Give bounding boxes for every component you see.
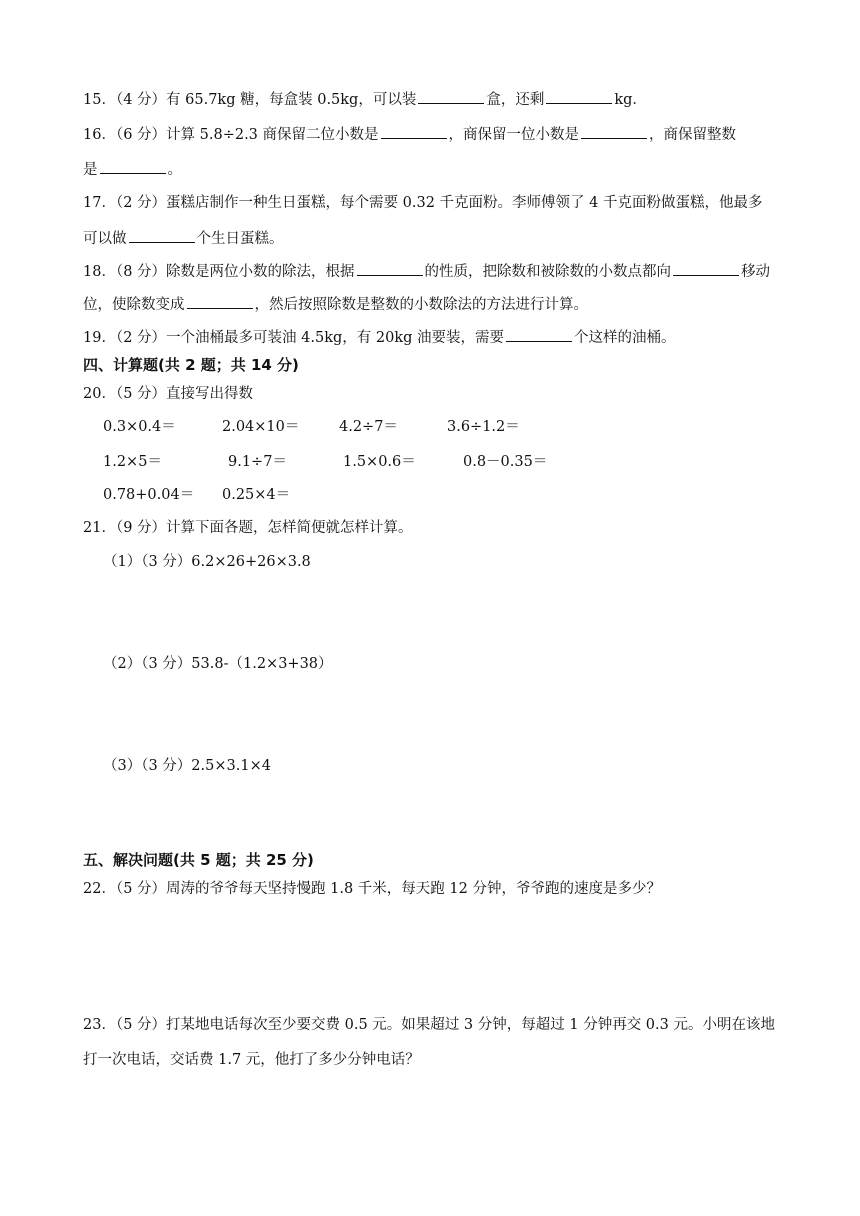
q16-text-d: 是	[83, 162, 98, 178]
question-19	[83, 327, 676, 348]
q17-text-a: 17．（2 分）蛋糕店制作一种生日蛋糕，每个需要 0.32 千克面粉。李师傅领了 4 千克面粉做蛋糕，他最多	[83, 195, 763, 211]
section-heading-4: 四、计算题(共 2 题；共 14 分)	[83, 356, 299, 374]
q20-expr: 2.04×10＝	[222, 419, 300, 435]
answer-space[interactable]	[83, 905, 803, 1005]
question-21-part-1: （1）（3 分）6.2×26+26×3.8	[103, 554, 311, 570]
answer-blank[interactable]	[506, 327, 572, 342]
question-22: 22．（5 分）周涛的爷爷每天坚持慢跑 1.8 千米，每天跑 12 分钟，爷爷跑的速度是多少？	[83, 881, 661, 897]
q18-text-b: 的性质，把除数和被除数的小数点都向	[424, 264, 672, 280]
answer-blank[interactable]	[100, 159, 166, 174]
q20-expr: 9.1÷7＝	[228, 454, 287, 470]
answer-blank[interactable]	[381, 124, 447, 139]
question-18-line2	[83, 294, 588, 315]
q20-expr: 3.6÷1.2＝	[447, 419, 520, 435]
answer-space[interactable]	[103, 575, 803, 650]
q20-expr: 0.25×4＝	[222, 487, 291, 503]
answer-space[interactable]	[83, 1076, 803, 1186]
q16-text-a: 16．（6 分）计算 5.8÷2.3 商保留二位小数是	[83, 127, 379, 143]
question-15	[83, 89, 647, 110]
question-21-title: 21．（9 分）计算下面各题，怎样简便就怎样计算。	[83, 520, 413, 536]
question-17-line1	[83, 193, 762, 213]
q15-text-b: 盒，还剩	[486, 92, 545, 108]
question-20-title: 20．（5 分）直接写出得数	[83, 386, 254, 402]
q18-text-e: ，然后按照除数是整数的小数除法的方法进行计算。	[254, 297, 588, 313]
q19-text-b: 个这样的油桶。	[574, 330, 676, 346]
answer-blank[interactable]	[187, 294, 253, 309]
q20-expr: 4.2÷7＝	[339, 419, 398, 435]
answer-blank[interactable]	[673, 261, 739, 276]
q20-expr: 0.8－0.35＝	[463, 454, 548, 470]
q15-text-c: kg．	[614, 92, 647, 108]
q18-text-a: 18．（8 分）除数是两位小数的除法，根据	[83, 264, 355, 280]
q18-text-d: 位，使除数变成	[83, 297, 185, 313]
question-16-line2	[83, 159, 182, 180]
q18-text-c: 移动	[741, 264, 771, 280]
q19-text-a: 19．（2 分）一个油桶最多可装油 4.5kg，有 20kg 油要装，需要	[83, 330, 505, 346]
question-21-part-2: （2）（3 分）53.8-（1.2×3+38）	[103, 656, 333, 672]
q16-text-c: ，商保留整数	[649, 127, 737, 143]
answer-blank[interactable]	[418, 89, 484, 104]
q16-text-e: 。	[167, 162, 182, 178]
answer-space[interactable]	[103, 779, 803, 839]
q20-expr: 0.3×0.4＝	[103, 419, 176, 435]
q17-text-c: 个生日蛋糕。	[196, 231, 284, 247]
q20-expr: 1.2×5＝	[103, 454, 162, 470]
question-23-line1: 23．（5 分）打某地电话每次至少要交费 0.5 元。如果超过 3 分钟，每超过 1 分钟再交 0.3 元。小明在该地	[83, 1017, 775, 1033]
answer-blank[interactable]	[129, 228, 195, 243]
question-18-line1	[83, 261, 770, 282]
section-heading-5: 五、解决问题(共 5 题；共 25 分)	[83, 851, 314, 869]
q15-text-a: 15．（4 分）有 65.7kg 糖，每盒装 0.5kg，可以装	[83, 92, 417, 108]
answer-space[interactable]	[103, 677, 803, 752]
q20-expr: 1.5×0.6＝	[343, 454, 416, 470]
q20-expr: 0.78+0.04＝	[103, 487, 195, 503]
question-23-line2: 打一次电话，交话费 1.7 元，他打了多少分钟电话？	[83, 1052, 420, 1068]
question-17-line2	[83, 228, 284, 249]
q17-text-b: 可以做	[83, 231, 127, 247]
answer-blank[interactable]	[581, 124, 647, 139]
question-21-part-3: （3）（3 分）2.5×3.1×4	[103, 758, 271, 774]
answer-blank[interactable]	[357, 261, 423, 276]
q16-text-b: ，商保留一位小数是	[448, 127, 580, 143]
question-16-line1	[83, 124, 736, 145]
answer-blank[interactable]	[546, 89, 612, 104]
